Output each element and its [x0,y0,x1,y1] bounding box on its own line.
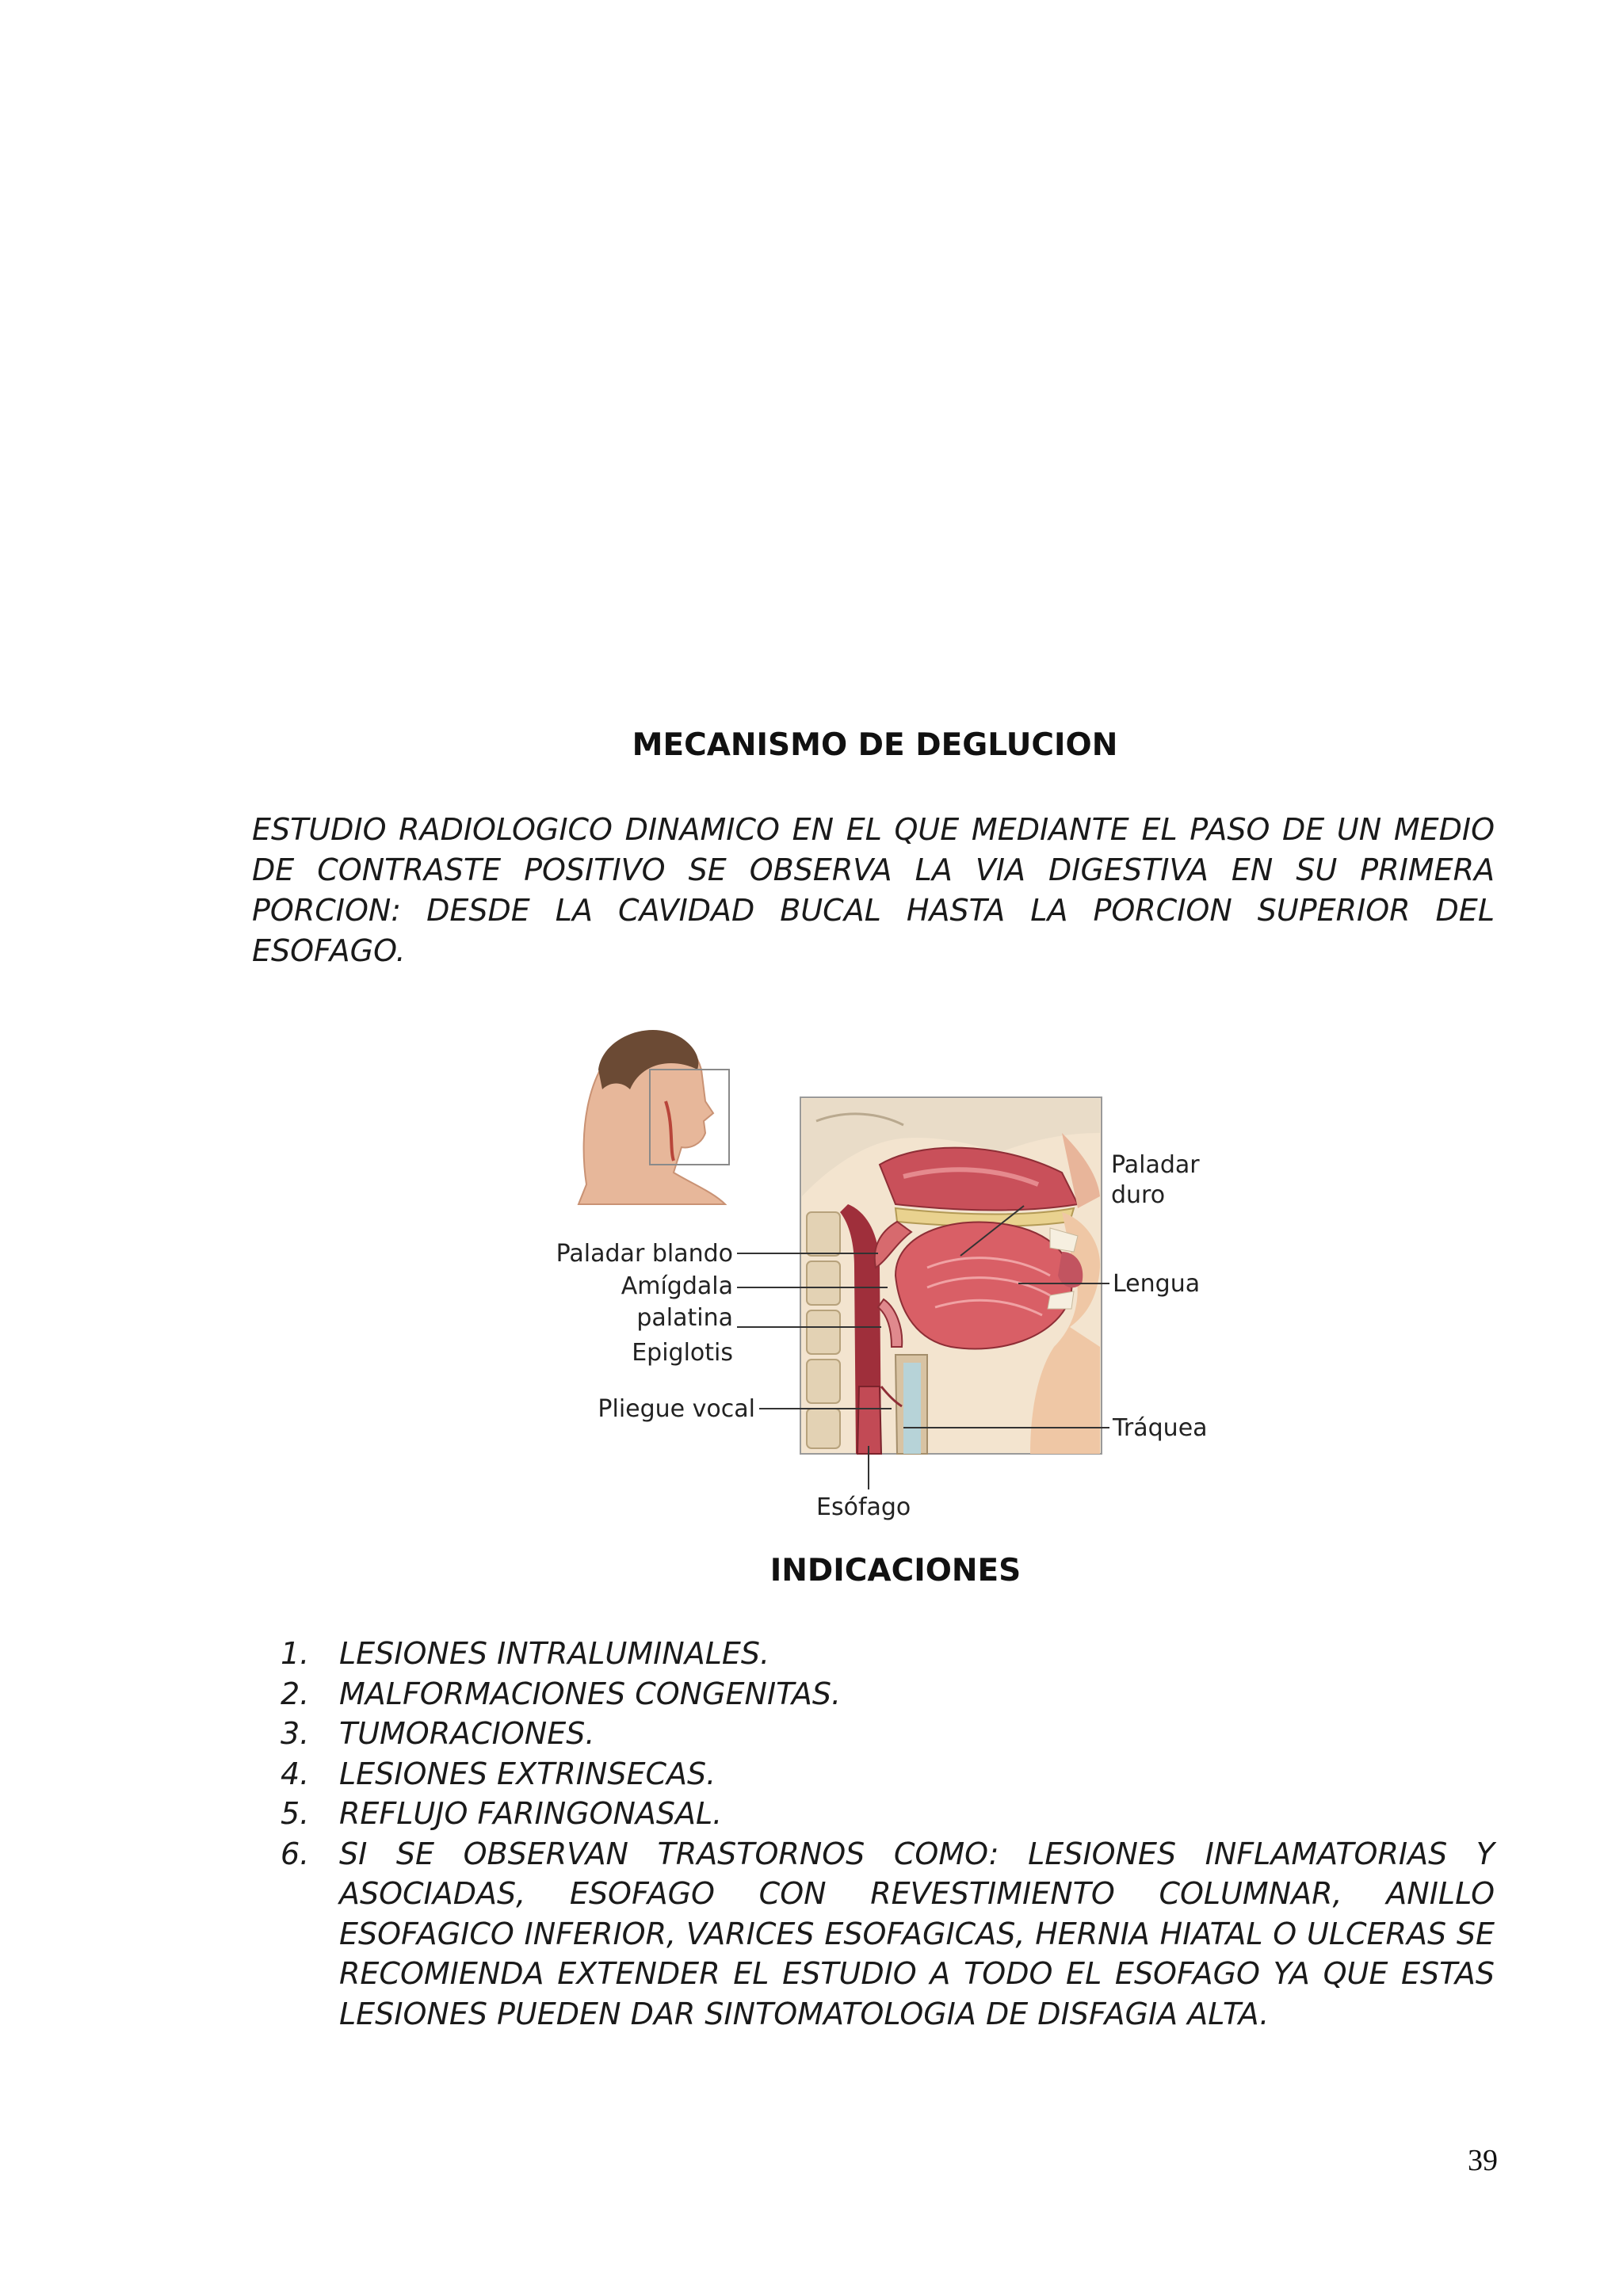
list-item-number: 5. [281,1796,310,1831]
label-paladar-duro-line2: duro [1111,1181,1166,1209]
sagittal-section-illustration [800,1097,1102,1454]
list-item [252,1834,1495,2035]
list-item-number: 3. [281,1716,310,1751]
list-item [252,1714,1495,1754]
indications-heading: INDICACIONES [769,1553,1022,1589]
label-paladar-blando: Paladar blando [556,1240,733,1268]
intro-paragraph: ESTUDIO RADIOLOGICO DINAMICO EN EL QUE MEDIANTE EL PASO DE UN MEDIO DE CONTRASTE POSITIVO SE OBSERVA LA VIA DIGESTIVA EN SU PRIMERA PORCION: DESDE LA CAVIDAD BUCAL HASTA LA PORCION SUPERIOR DEL ESOFAGO. [252,812,1495,968]
swallowing-anatomy-figure [555,1014,1252,1529]
page-number: 39 [1468,2144,1498,2177]
list-item-number: 2. [281,1676,310,1711]
list-item-number: 4. [281,1756,310,1791]
label-pliegue-vocal: Pliegue vocal [598,1395,755,1423]
list-item-text: SI SE OBSERVAN TRASTORNOS COMO: LESIONES INFLAMATORIAS Y ASOCIADAS, ESOFAGO CON REVESTIMIENTO COLUMNAR, ANILLO ESOFAGICO INFERIOR, VARICES ESOFAGICAS, HERNIA HIATAL O ULCERAS SE RECOMIENDA EXTENDER EL ESTUDIO A TODO EL ESOFAGO YA QUE ESTAS LESIONES PUEDEN DAR SINTOMATOLOGIA DE DISFAGIA ALTA. [339,1836,1495,2031]
label-paladar-duro-line1: Paladar [1111,1151,1200,1179]
page-title: MECANISMO DE DEGLUCION [632,727,1118,763]
head-thumbnail [579,1030,729,1204]
list-item-text: TUMORACIONES. [339,1716,595,1751]
list-item-text: LESIONES EXTRINSECAS. [339,1756,716,1791]
label-lengua: Lengua [1113,1270,1201,1298]
list-item [252,1634,1495,1674]
label-amigdala-line1: Amígdala [621,1272,733,1300]
label-traquea: Tráquea [1113,1414,1208,1442]
indications-list [252,1634,1495,2034]
list-item [252,1794,1495,1834]
list-item-number: 1. [281,1636,310,1671]
label-epiglotis: Epiglotis [632,1339,733,1367]
list-item-text: LESIONES INTRALUMINALES. [339,1636,770,1671]
list-item-text: MALFORMACIONES CONGENITAS. [339,1676,842,1711]
list-item-text: REFLUJO FARINGONASAL. [339,1796,723,1831]
label-esofago: Esófago [816,1493,911,1521]
list-item-number: 6. [281,1836,310,1871]
label-amigdala-line2: palatina [636,1304,733,1332]
list-item [252,1754,1495,1794]
list-item [252,1674,1495,1714]
